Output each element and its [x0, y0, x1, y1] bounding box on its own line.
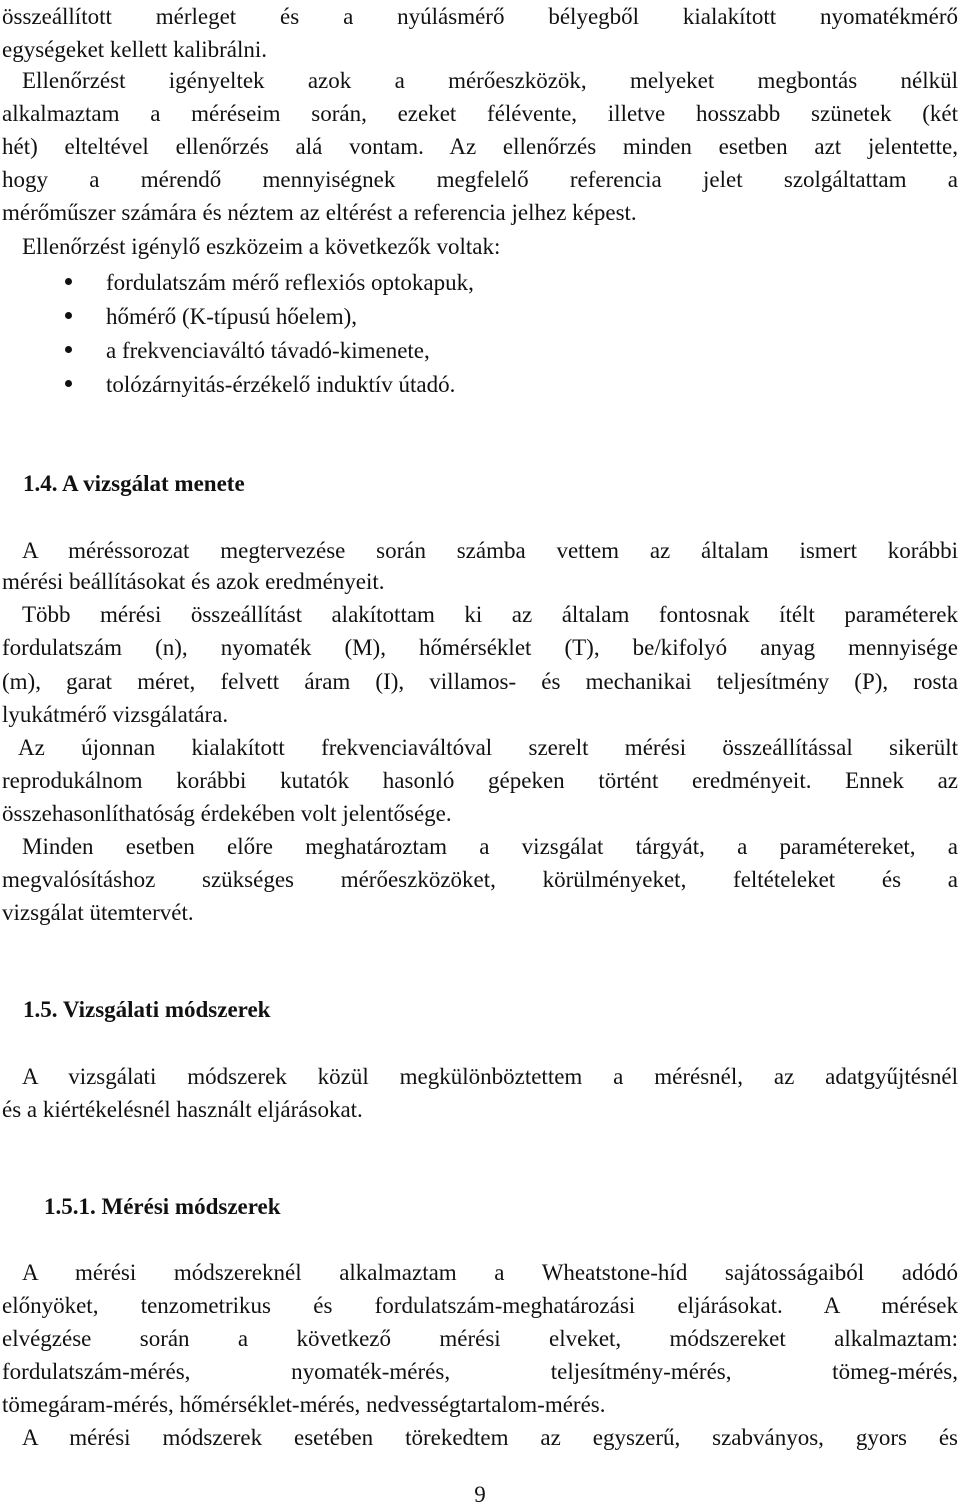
bullet-item [65, 334, 430, 367]
bullet-icon [65, 278, 72, 285]
text-line: egységeket kellett kalibrálni. [2, 37, 268, 62]
text-line: összehasonlíthatóság érdekében volt jelentősége. [2, 801, 452, 826]
text-line: fordulatszám (n), nyomaték (M), hőmérséklet (T), be/kifolyó anyag mennyisége [2, 635, 958, 660]
text-line: A vizsgálati módszerek közül megkülönböztettem a mérésnél, az adatgyűjtésnél [22, 1064, 958, 1089]
text-line: mérőműszer számára és néztem az eltérést a referencia jelhez képest. [2, 200, 637, 225]
text-line: hogy a mérendő mennyiségnek megfelelő referencia jelet szolgáltattam a [2, 167, 958, 192]
text-line: Több mérési összeállítást alakítottam ki az általam fontosnak ítélt paraméterek [22, 602, 958, 627]
text-line: alkalmaztam a méréseim során, ezeket félévente, illetve hosszabb szünetek (két [2, 101, 958, 126]
bullet-icon [65, 346, 72, 353]
subsection-heading: 1.5.1. Mérési módszerek [44, 1194, 281, 1219]
text-line: (m), garat méret, felvett áram (I), villamos- és mechanikai teljesítmény (P), rosta [2, 669, 958, 694]
text-line: Ellenőrzést igényeltek azok a mérőeszközök, melyeket megbontás nélkül [22, 68, 958, 93]
section-heading: 1.4. A vizsgálat menete [23, 471, 245, 496]
bullet-text: hőmérő (K-típusú hőelem), [106, 304, 358, 329]
text-line: elvégzése során a következő mérési elveket, módszereket alkalmaztam: [2, 1326, 958, 1351]
bullet-item [65, 368, 455, 401]
page-number: 9 [474, 1482, 486, 1507]
text-line: vizsgálat ütemtervét. [2, 900, 194, 925]
text-line: megvalósításhoz szükséges mérőeszközöket, körülményeket, feltételeket és a [2, 867, 958, 892]
text-line: mérési beállításokat és azok eredményeit. [2, 569, 385, 594]
bullet-icon [65, 312, 72, 319]
text-line: tömegáram-mérés, hőmérséklet-mérés, nedvességtartalom-mérés. [2, 1392, 606, 1417]
section-heading: 1.5. Vizsgálati módszerek [23, 997, 271, 1022]
bullet-item [65, 266, 474, 299]
text-line: A mérési módszerek esetében törekedtem az egyszerű, szabványos, gyors és [22, 1425, 958, 1450]
text-line: és a kiértékelésnél használt eljárásokat. [2, 1097, 363, 1122]
text-line: Minden esetben előre meghatároztam a vizsgálat tárgyát, a paramétereket, a [22, 834, 958, 859]
bullet-text: fordulatszám mérő reflexiós optokapuk, [106, 270, 474, 295]
text-line: Az újonnan kialakított frekvenciaváltóval szerelt mérési összeállítással sikerült [18, 735, 958, 760]
text-line: reprodukálnom korábbi kutatók hasonló gépeken történt eredményeit. Ennek az [2, 768, 958, 793]
text-line: A méréssorozat megtervezése során számba vettem az általam ismert korábbi [22, 538, 958, 563]
text-line: lyukátmérő vizsgálatára. [2, 702, 229, 727]
text-line: előnyöket, tenzometrikus és fordulatszám-meghatározási eljárásokat. A mérések [2, 1293, 958, 1318]
text-line: Ellenőrzést igénylő eszközeim a következők voltak: [22, 234, 501, 259]
bullet-text: tolózárnyitás-érzékelő induktív útadó. [106, 372, 456, 397]
text-line: fordulatszám-mérés, nyomaték-mérés, teljesítmény-mérés, tömeg-mérés, [2, 1359, 958, 1384]
text-line: hét) elteltével ellenőrzés alá vontam. Az ellenőrzés minden esetben azt jelentette, [2, 134, 958, 159]
bullet-item [65, 300, 357, 333]
bullet-icon [65, 380, 72, 387]
text-line: összeállított mérleget és a nyúlásmérő bélyegből kialakított nyomatékmérő [2, 4, 958, 29]
text-line: A mérési módszereknél alkalmaztam a Wheatstone-híd sajátosságaiból adódó [22, 1260, 958, 1285]
bullet-text: a frekvenciaváltó távadó-kimenete, [106, 338, 430, 363]
